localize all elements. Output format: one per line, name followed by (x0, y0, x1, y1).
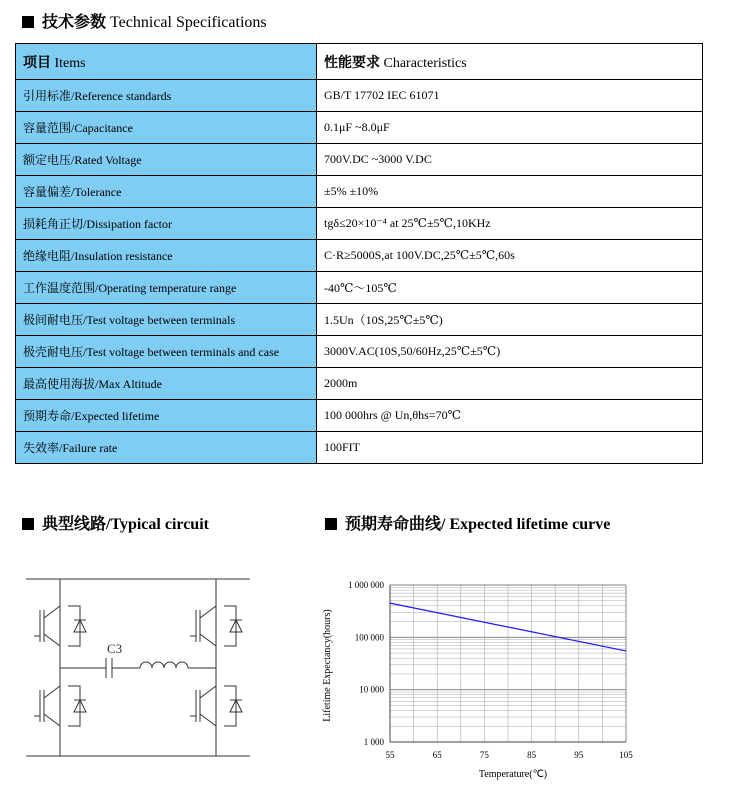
spec-value-cell: -40℃～105℃ (317, 272, 703, 304)
spec-item-cell: 极间耐电压/Test voltage between terminals (16, 304, 317, 336)
chart-ylabel: Lifetime Expectancy(hours) (322, 609, 333, 722)
spec-item-cell: 容量范围/Capacitance (16, 112, 317, 144)
y-tick-label: 1 000 000 (348, 580, 384, 590)
x-tick-label: 65 (432, 750, 442, 760)
y-tick-label: 10 000 (359, 684, 384, 695)
spec-value-cell: 100FIT (317, 432, 703, 464)
spec-value-cell: ±5% ±10% (317, 176, 703, 208)
spec-item-cell: 引用标准/Reference standards (16, 80, 317, 112)
spec-value-cell: tgδ≤20×10⁻⁴ at 25℃±5℃,10KHz (317, 208, 703, 240)
header-items: 项目 Items (16, 44, 317, 80)
spec-value-cell: C·R≥5000S,at 100V.DC,25℃±5℃,60s (317, 240, 703, 272)
spec-item-cell: 损耗角正切/Dissipation factor (16, 208, 317, 240)
spec-item-cell: 容量偏差/Tolerance (16, 176, 317, 208)
x-tick-label: 55 (385, 750, 395, 760)
x-tick-label: 95 (574, 750, 584, 760)
tech-spec-title: 技术参数 Technical Specifications (22, 9, 267, 32)
spec-item-cell: 预期寿命/Expected lifetime (16, 400, 317, 432)
spec-item-cell: 工作温度范围/Operating temperature range (16, 272, 317, 304)
header-characteristics: 性能要求 Characteristics (317, 44, 703, 80)
y-tick-label: 100 000 (354, 632, 384, 643)
spec-value-cell: GB/T 17702 IEC 61071 (317, 80, 703, 112)
spec-value-cell: 2000m (317, 368, 703, 400)
spec-value-cell: 100 000hrs @ Un,θhs=70℃ (317, 400, 703, 432)
chart-xlabel: Temperature(℃) (478, 769, 548, 780)
spec-item-cell: 额定电压/Rated Voltage (16, 144, 317, 176)
typical-circuit-title: 典型线路/Typical circuit (22, 511, 209, 534)
spec-value-cell: 3000V.AC(10S,50/60Hz,25℃±5℃) (317, 336, 703, 368)
spec-item-cell: 最高使用海拔/Max Altitude (16, 368, 317, 400)
spec-value-cell: 0.1μF ~8.0μF (317, 112, 703, 144)
spec-item-cell: 失效率/Failure rate (16, 432, 317, 464)
x-tick-label: 105 (619, 750, 633, 760)
lifetime-curve-title: 预期寿命曲线/ Expected lifetime curve (325, 511, 610, 534)
spec-value-cell: 700V.DC ~3000 V.DC (317, 144, 703, 176)
y-tick-label: 1 000 (363, 737, 384, 747)
x-tick-label: 85 (527, 750, 537, 760)
capacitor-c3-label: C3 (107, 641, 123, 656)
spec-item-cell: 极壳耐电压/Test voltage between terminals and case (16, 336, 317, 368)
spec-value-cell: 1.5Un（10S,25℃±5℃) (317, 304, 703, 336)
x-tick-label: 75 (479, 750, 489, 760)
spec-item-cell: 绝缘电阻/Insulation resistance (16, 240, 317, 272)
